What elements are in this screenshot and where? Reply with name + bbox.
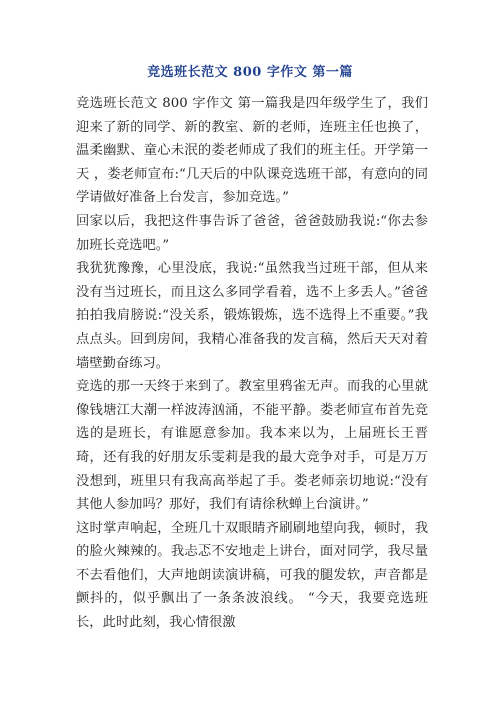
- document-title: 竞选班长范文 800 字作文 第一篇: [147, 65, 353, 80]
- paragraph-2: 回家以后，我把这件事告诉了爸爸，爸爸鼓励我说:“你去参加班长竞选吧。”: [76, 213, 428, 253]
- document-body: [76, 92, 428, 635]
- paragraph-3: 我犹犹豫豫，心里没底，我说:“虽然我当过班干部，但从来没有当过班长，而且这么多同学看着，选不上多丢人。”爸爸拍拍我肩膀说:“没关系，锻炼锻炼，选不选得上不重要。”我点点头。回到房间，我精心准备我的发言稿，然后天天对着墙壁勤奋练习。: [76, 261, 428, 371]
- paragraph-5: 这时掌声响起，全班几十双眼睛齐刷刷地望向我，顿时，我的脸火辣辣的。我忐忑不安地走上讲台，面对同学，我尽量不去看他们，大声地朗读演讲稿，可我的腿发软，声音都是颤抖的，似乎飘出了一条条波浪线。 “今天，我要竞选班长，此时此刻，我心情很激: [76, 520, 428, 631]
- paragraph-4: 竞选的那一天终于来到了。教室里鸦雀无声。而我的心里就像钱塘江大潮一样波涛汹涌，不能平静。娄老师宣布首先竞选的是班长，有谁愿意参加。我本来以为，上届班长王晋琦，还有我的好朋友乐雯莉是我的最大竞争对手，可是万万没想到，班里只有我高高举起了手。娄老师亲切地说:“没有其他人参加吗？那好，我们有请徐秋蝉上台演讲。”: [76, 379, 428, 513]
- paragraph-1: 竞选班长范文 800 字作文 第一篇我是四年级学生了，我们迎来了新的同学、新的教室、新的老师，连班主任也换了，温柔幽默、童心未泯的娄老师成了我们的班主任。开学第一天 ，娄老师宣布:“几天后的中队课竞选班干部，有意向的同学请做好准备上台发言，参加竞选。”: [76, 96, 428, 206]
